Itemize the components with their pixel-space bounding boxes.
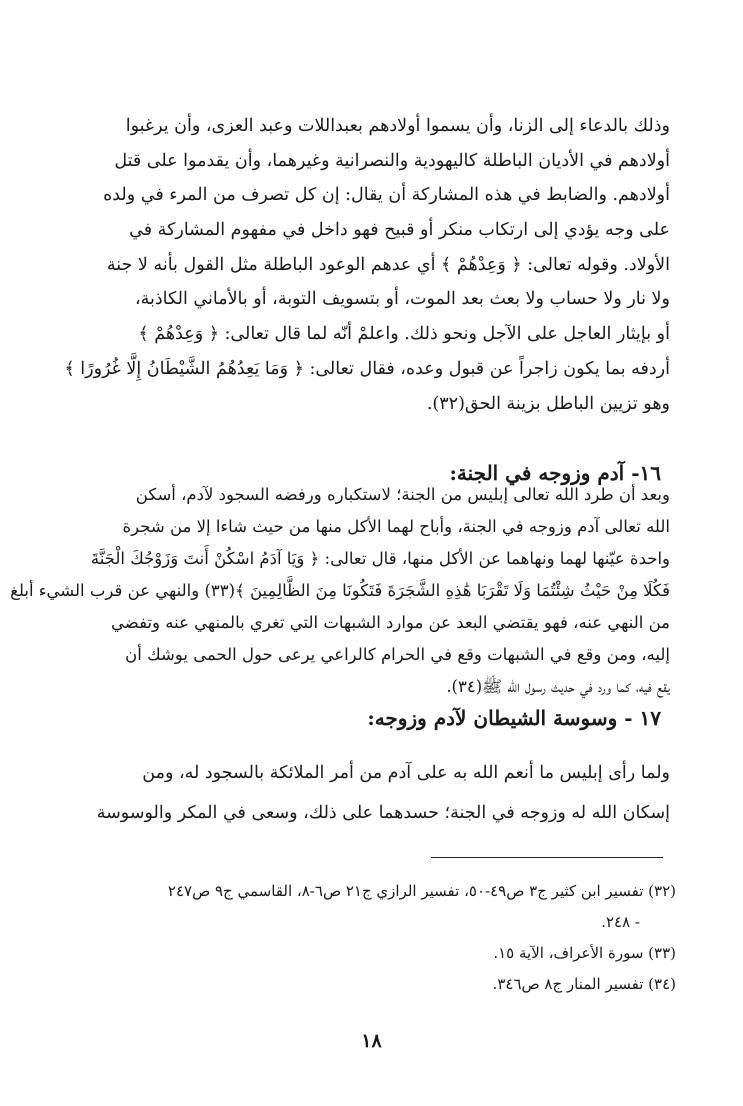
text-line: أردفه بما يكون زاجراً عن قبول وعده، فقال تعالى: ﴿ وَمَا يَعِدُهُمُ الشَّيْطَانُ إِلَّا غُرُورًا ﴾	[64, 358, 670, 379]
text-line: فَكُلَا مِنْ حَيْثُ شِئْتُمَا وَلَا تَقْرَبَا هَٰذِهِ الشَّجَرَةَ فَتَكُونَا مِنَ الظَّالِمِينَ ﴾(٣٣) والنهي عن قرب الشيء أبلغ	[10, 581, 670, 600]
text-line: على وجه يؤدي إلى ارتكاب منكر أو قبيح فهو داخل في مفهوم المشاركة في	[129, 220, 670, 241]
text-line: أو بإيثار العاجل على الآجل ونحو ذلك. واعلمْ أنّه لما قال تعالى: ﴿ وَعِدْهُمْ ﴾	[138, 324, 670, 345]
text-line: الله تعالى آدم وزوجه في الجنة، وأباح لهما الأكل منها من حيث شاءا إلا من شجرة	[122, 517, 670, 536]
paragraph-3	[66, 765, 670, 845]
text-line: واحدة عيّنها لهما ونهاهما عن الأكل منها، قال تعالى: ﴿ وَيَا آدَمُ اسْكُنْ أَنتَ وَزَوْجُكَ الْجَنَّةَ	[90, 549, 670, 568]
text-line: ولما رأى إبليس ما أنعم الله به على آدم من أمر الملائكة بالسجود له، ومن	[142, 763, 670, 783]
text-line: ولا نار ولا حساب ولا بعث بعد الموت، أو بتسويف التوبة، أو بالأماني الكاذبة،	[134, 289, 670, 310]
footnote-33: (٣٣) سورة الأعراف، الآية ١٥.	[493, 944, 676, 962]
text-line: وهو تزيين الباطل بزينة الحق(٣٢).	[426, 393, 670, 414]
text-line: أولادهم في الأديان الباطلة كاليهودية والنصرانية وغيرهما، وأن يقدموا على قتل	[114, 150, 670, 171]
footnote-34: (٣٤) تفسير المنار ج٨ ص٣٤٦.	[492, 975, 676, 993]
footnotes	[66, 884, 676, 1008]
footnote-32: (٣٢) تفسير ابن كثير ج٣ ص٤٩-٥٠، تفسير الرازي ج٢١ ص٦-٨، القاسمي ج٩ ص٢٤٧	[167, 882, 676, 900]
text-line: الأولاد. وقوله تعالى: ﴿ وَعِدْهُمْ ﴾ أي عدهم الوعود الباطلة مثل القول بأنه لا جنة	[106, 254, 670, 275]
text-line: يقع فيه، كما ورد في حديث رسول الله ﷺ(٣٤).	[446, 677, 670, 696]
page-number: ١٨	[361, 1030, 382, 1052]
footnote-32-continuation: - ٢٤٨.	[601, 913, 640, 931]
section-heading-17: ١٧ - وسوسة الشيطان لآدم وزوجه:	[367, 706, 661, 730]
footnote-divider	[431, 857, 663, 858]
paragraph-1	[66, 118, 670, 430]
text-line: وذلك بالدعاء إلى الزنا، وأن يسموا أولادهم بعبداللات وعبد العزى، وأن يرغبوا	[125, 116, 670, 136]
text-line: أولادهم. والضابط في هذه المشاركة أن يقال: إن كل تصرف من المرء في ولده	[103, 185, 670, 206]
section-heading-16: ١٦- آدم وزوجه في الجنة:	[449, 461, 661, 485]
text-line: إليه، ومن وقع في الشبهات وقع في الحرام كالراعي يرعى حول الحمى يوشك أن	[125, 645, 670, 664]
text-line: وبعد أن طرد الله تعالى إبليس من الجنة؛ لاستكباره ورفضه السجود لآدم، أسكن	[135, 485, 670, 504]
paragraph-2	[10, 485, 670, 711]
text-line: من النهي عنه، فهو يقتضي البعد عن موارد الشبهات التي تغري بالمنهي عنه وتفضي	[111, 613, 670, 632]
text-line: إسكان الله له وزوجه في الجنة؛ حسدهما على ذلك، وسعى في المكر والوسوسة	[96, 803, 670, 823]
